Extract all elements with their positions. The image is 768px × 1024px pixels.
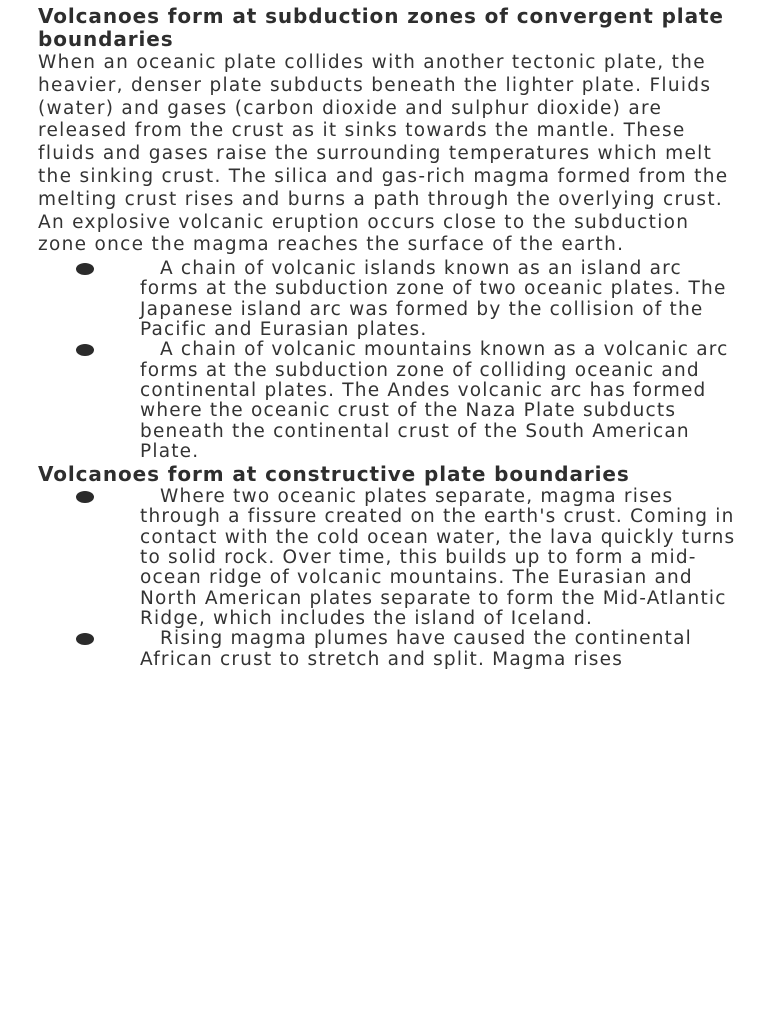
- section-heading-subduction: Volcanoes form at subduction zones of convergent plate boundaries: [38, 4, 724, 51]
- bullet-icon: [76, 344, 94, 356]
- list-item: [38, 259, 738, 340]
- bullet-text: A chain of volcanic islands known as an island arc forms at the subduction zone of two oceanic plates. The Japanese island arc was formed by the collision of the Pacific and Eurasian plates.: [140, 258, 727, 341]
- list-item: [38, 487, 738, 629]
- section-heading-constructive: Volcanoes form at constructive plate boundaries: [38, 462, 630, 487]
- bullet-list-subduction: [38, 259, 738, 462]
- paragraph-subduction: When an oceanic plate collides with another tectonic plate, the heavier, denser plate subducts beneath the lighter plate. Fluids (water) and gases (carbon dioxide and sulphur dioxide) are released from the crust as it sinks towards the mantle. These fluids and gases raise the surrounding temperatures which melt the sinking crust. The silica and gas-rich magma formed from the melting crust rises and burns a path through the overlying crust. An explosive volcanic eruption occurs close to the subduction zone once the magma reaches the surface of the earth.: [38, 52, 729, 256]
- list-item: [38, 629, 738, 670]
- bullet-icon: [76, 633, 94, 645]
- bullet-icon: [76, 263, 94, 275]
- bullet-icon: [76, 491, 94, 503]
- bullet-text: Rising magma plumes have caused the continental African crust to stretch and split. Magma rises: [140, 628, 692, 670]
- bullet-text: A chain of volcanic mountains known as a volcanic arc forms at the subduction zone of colliding oceanic and continental plates. The Andes volcanic arc has formed where the oceanic crust of the Naza Plate subducts beneath the continental crust of the South American Plate.: [140, 339, 729, 462]
- bullet-text: Where two oceanic plates separate, magma rises through a fissure created on the earth's crust. Coming in contact with the cold ocean water, the lava quickly turns to solid rock. Over time, this builds up to form a mid-ocean ridge of volcanic mountains. The Eurasian and North American plates separate to form the Mid-Atlantic Ridge, which includes the island of Iceland.: [140, 486, 736, 629]
- document-page: [38, 5, 738, 670]
- bullet-list-constructive: [38, 487, 738, 670]
- list-item: [38, 340, 738, 462]
